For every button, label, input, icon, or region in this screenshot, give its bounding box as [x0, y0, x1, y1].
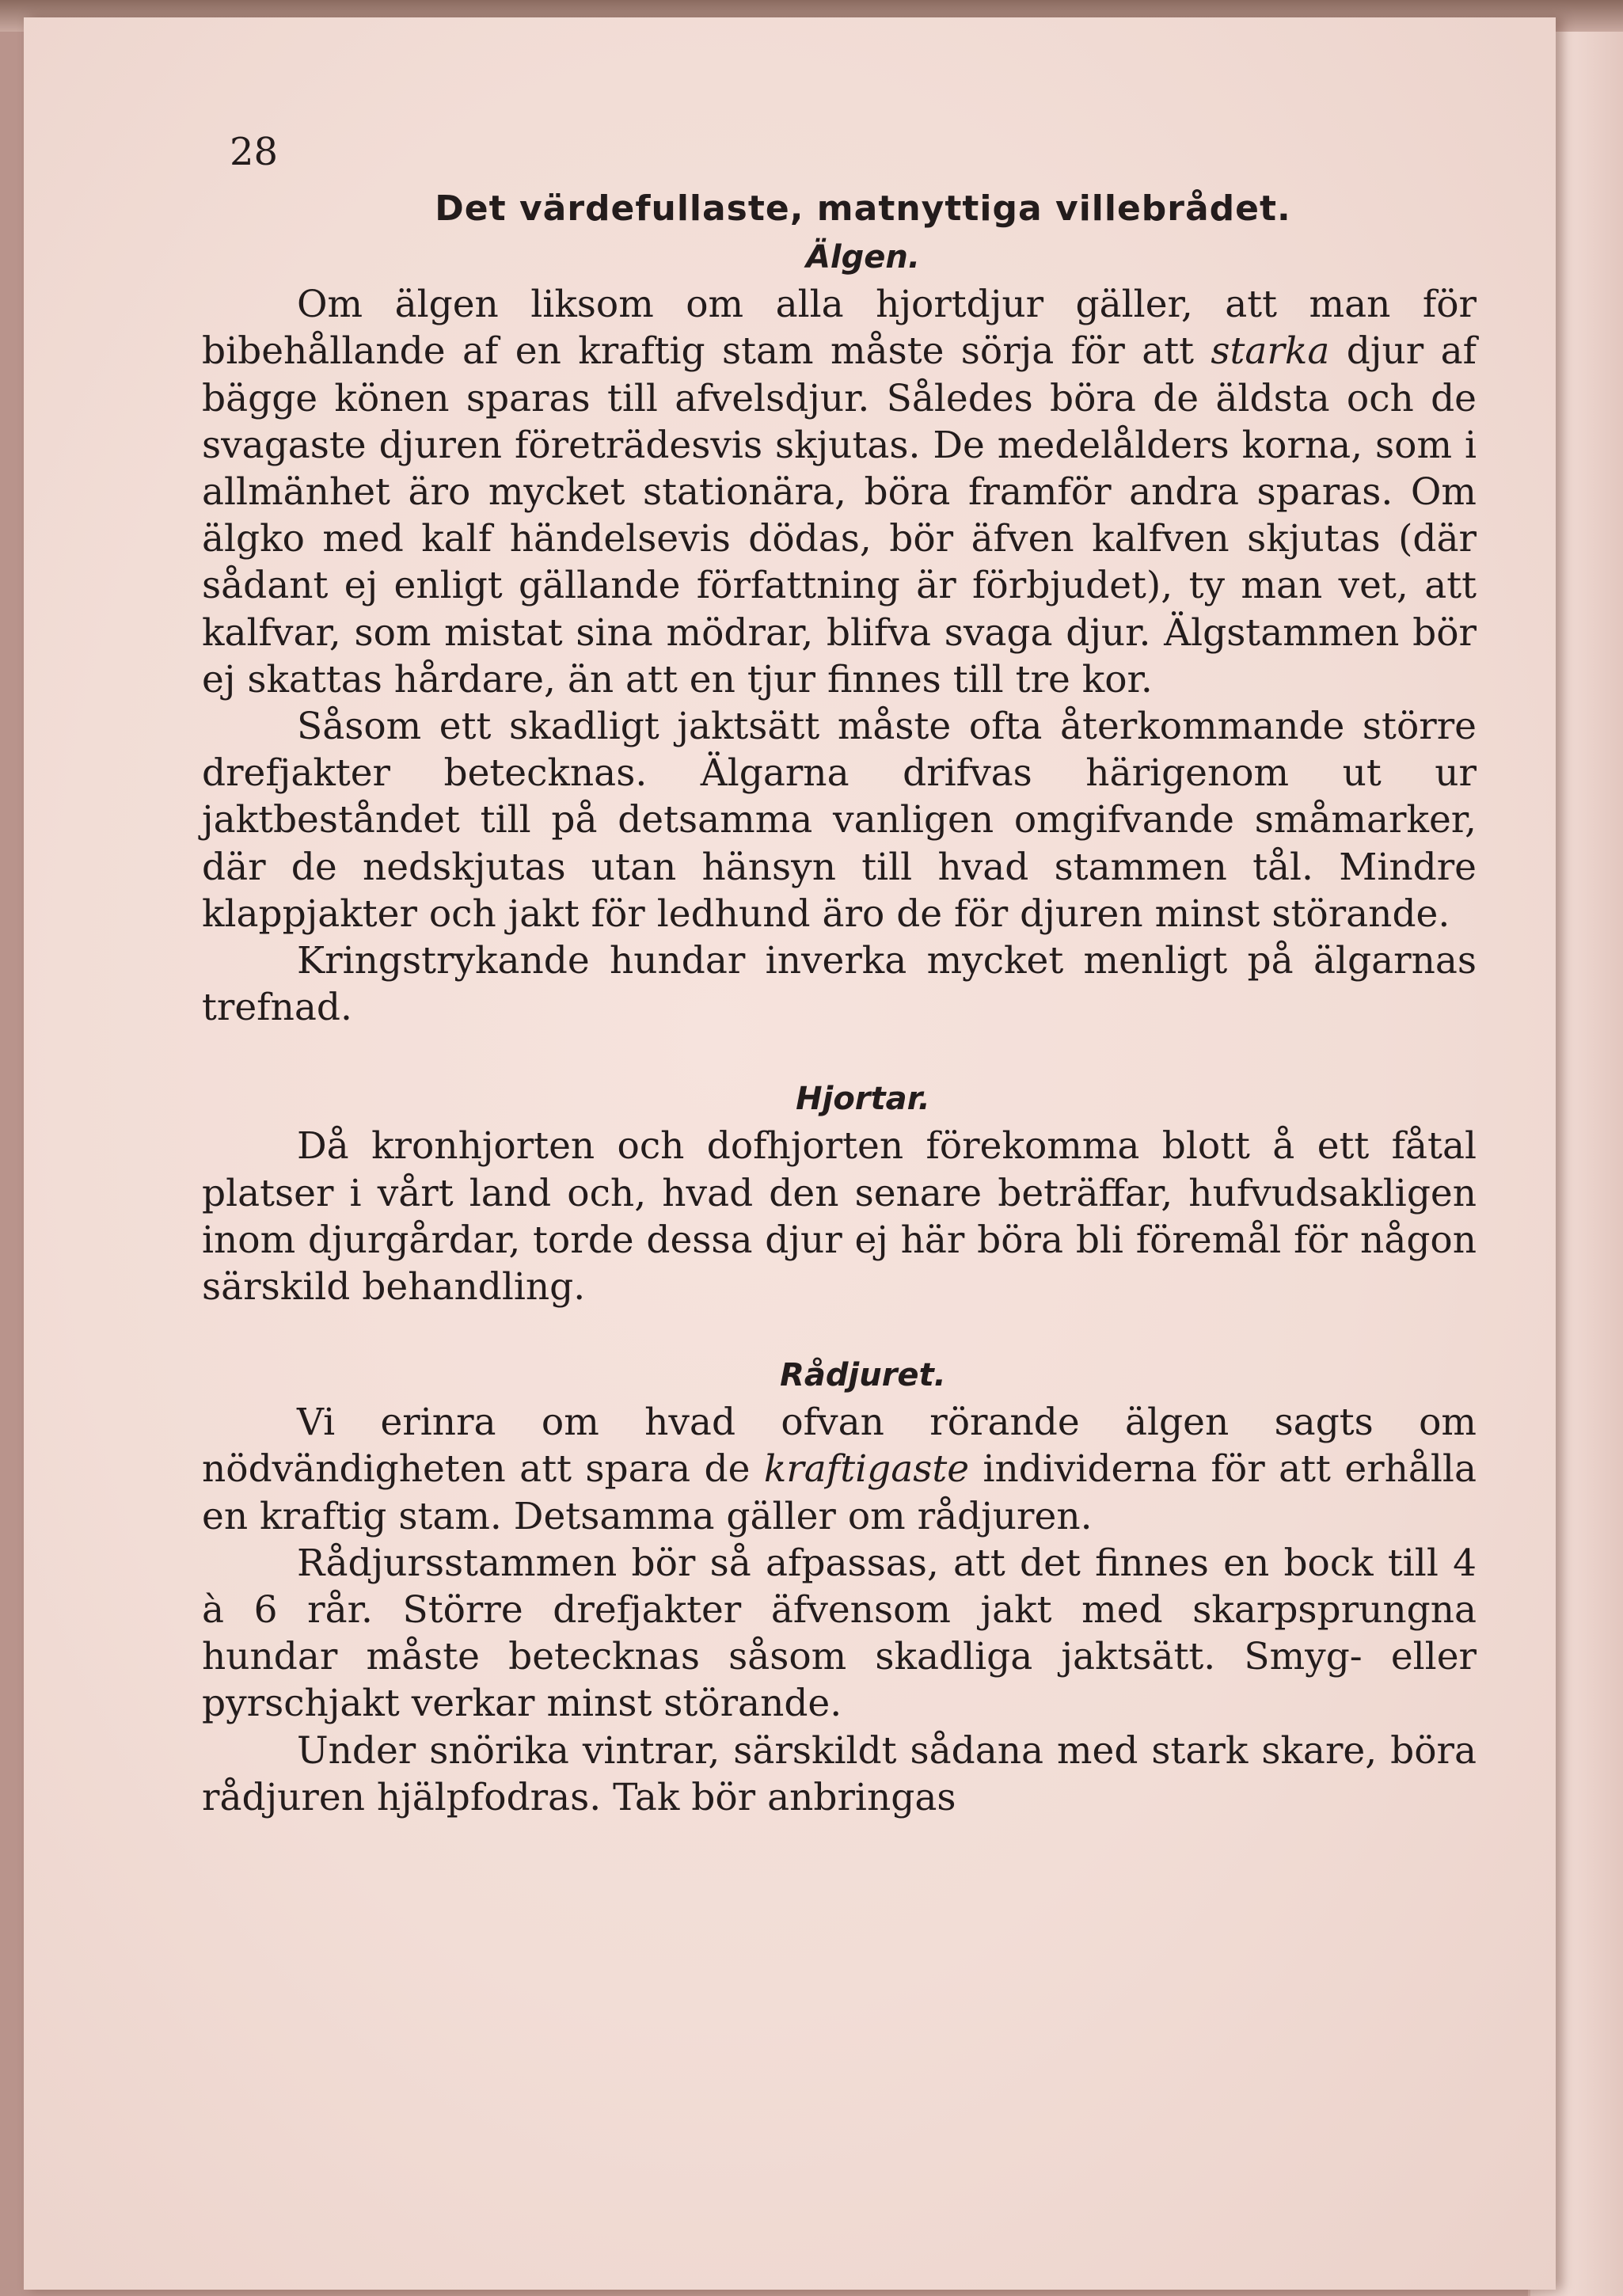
paragraph: Under snörika vintrar, särskildt sådana med stark skare, böra rådjuren hjälpfodras. Tak bör anbringas [202, 1728, 1477, 1819]
page-content [202, 128, 1477, 1821]
section-title-hjortar: Hjortar. [796, 1081, 930, 1118]
page-heading: Det värdefullaste, matnyttiga villebrådet. [435, 188, 1291, 229]
paragraph: Kringstrykande hundar inverka mycket menligt på älgarnas trefnad. [202, 939, 1477, 1030]
emphasis-starka: starka [1211, 329, 1330, 374]
paragraph: Såsom ett skadligt jaktsätt måste ofta återkommande större drefjakter betecknas. Älgarna drifvas härigenom ut ur jaktbeståndet till på detsamma vanligen omgifvande småmarker, där de nedskjutas utan hänsyn till hvad stammen tål. Mindre klappjakter och jakt för ledhund äro de för djuren minst störande. [202, 705, 1477, 936]
section-title-algen: Älgen. [805, 239, 921, 276]
paragraph: Rådjursstammen bör så afpassas, att det finnes en bock till 4 à 6 rår. Större drefjakter äfvensom jakt med skarpsprungna hundar måste betecknas såsom skadliga jaktsätt. Smyg- eller pyrschjakt verkar minst störande. [202, 1541, 1477, 1726]
emphasis-kraftigaste: kraftigaste [763, 1447, 970, 1492]
paragraph: Om älgen liksom om alla hjortdjur gäller, att man för bibehållande af en kraftig stam måste sörja för att starka djur af bägge könen sparas till afvelsdjur. Således böra de äldsta och de svagaste djuren företrädesvis skjutas. De medelålders korna, som i allmänhet äro mycket stationära, böra framför andra sparas. Om älgko med kalf händelsevis dödas, bör äfven kalfven skjutas (där sådant ej enligt gällande författning är förbjudet), ty man vet, att kalfvar, som mistat sina mödrar, blifva svaga djur. Älgstammen bör ej skattas hårdare, än att en tjur finnes till tre kor. [202, 283, 1477, 701]
paragraph: Vi erinra om hvad ofvan rörande älgen sagts om nödvändigheten att spara de kraftigaste individerna för att erhålla en kraftig stam. Detsamma gäller om rådjuren. [202, 1401, 1477, 1538]
book-page [24, 17, 1556, 2290]
page-number: 28 [230, 130, 279, 174]
section-title-radjuret: Rådjuret. [780, 1357, 946, 1394]
paragraph: Då kronhjorten och dofhjorten förekomma blott å ett fåtal platser i vårt land och, hvad den senare beträffar, hufvudsakligen inom djurgårdar, torde dessa djur ej här böra bli föremål för någon särskild behandling. [202, 1124, 1477, 1310]
